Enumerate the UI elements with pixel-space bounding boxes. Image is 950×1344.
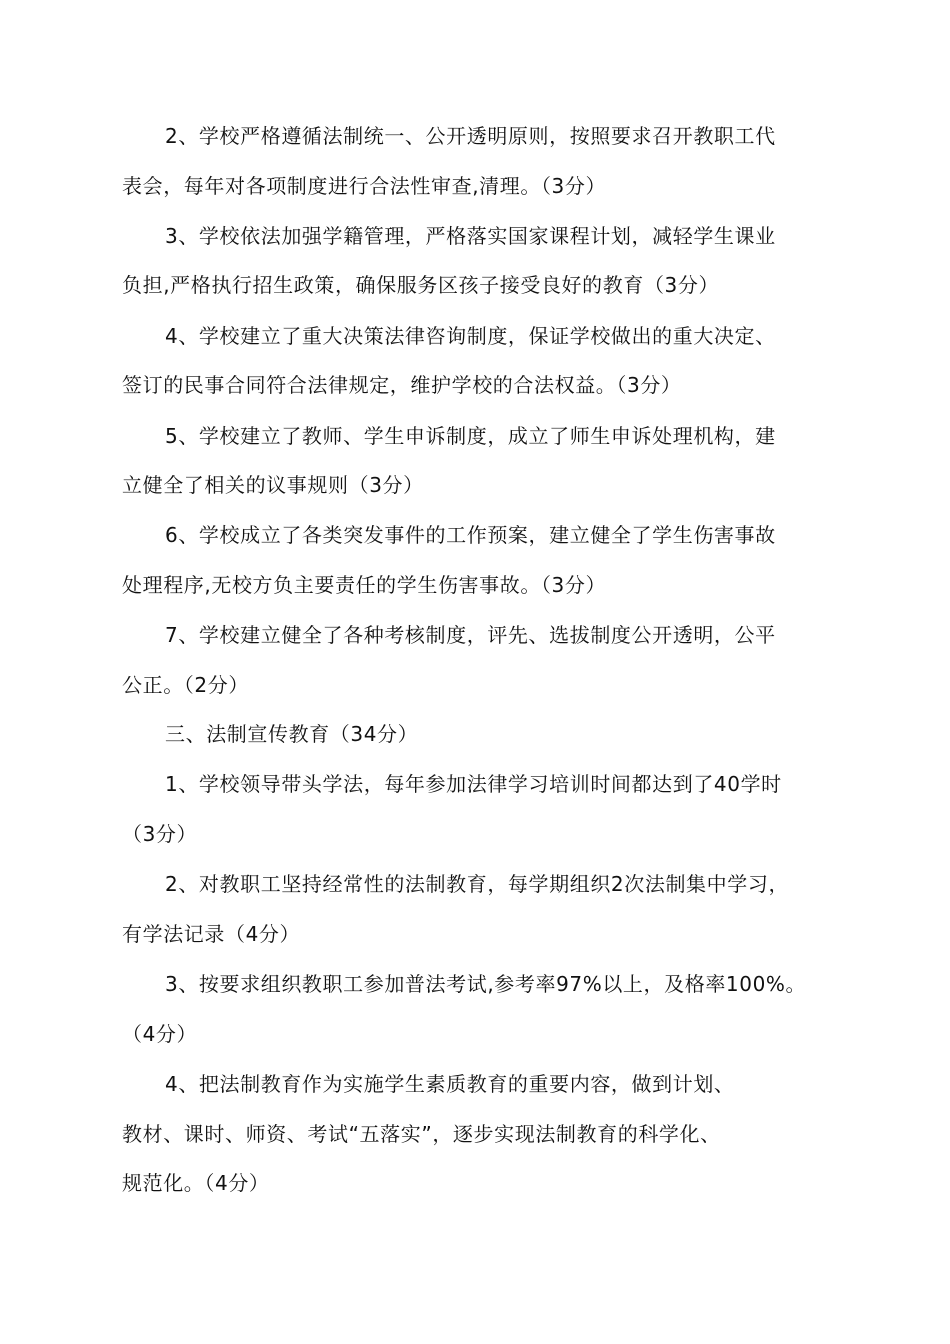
text-line: 7、学校建立健全了各种考核制度，评先、选拔制度公开透明，公平	[165, 623, 776, 647]
text-line: 3、按要求组织教职工参加普法考试,参考率97%以上，及格率100%。	[165, 972, 807, 996]
text-line: 规范化。（4分）	[122, 1171, 270, 1195]
text-line: 立健全了相关的议事规则（3分）	[122, 473, 424, 497]
text-line: 5、学校建立了教师、学生申诉制度，成立了师生申诉处理机构，建	[165, 424, 776, 448]
text-line: 表会，每年对各项制度进行合法性审查,清理。（3分）	[122, 174, 607, 198]
text-line: （4分）	[122, 1022, 198, 1046]
text-line: （3分）	[122, 822, 198, 846]
text-line: 4、学校建立了重大决策法律咨询制度，保证学校做出的重大决定、	[165, 324, 776, 348]
text-line: 2、对教职工坚持经常性的法制教育，每学期组织2次法制集中学习，	[165, 872, 790, 896]
text-line: 签订的民事合同符合法律规定，维护学校的合法权益。（3分）	[122, 373, 682, 397]
text-line: 负担,严格执行招生政策，确保服务区孩子接受良好的教育（3分）	[122, 273, 720, 297]
text-line: 处理程序,无校方负主要责任的学生伤害事故。（3分）	[122, 573, 607, 597]
text-line: 2、学校严格遵循法制统一、公开透明原则，按照要求召开教职工代	[165, 124, 776, 148]
text-line: 6、学校成立了各类突发事件的工作预案，建立健全了学生伤害事故	[165, 523, 776, 547]
text-line: 3、学校依法加强学籍管理，严格落实国家课程计划，减轻学生课业	[165, 224, 776, 248]
text-line: 公正。（2分）	[122, 673, 249, 697]
text-line: 4、把法制教育作为实施学生素质教育的重要内容，做到计划、	[165, 1072, 735, 1096]
text-line: 1、学校领导带头学法，每年参加法律学习培训时间都达到了40学时	[165, 772, 782, 796]
text-line: 有学法记录（4分）	[122, 922, 301, 946]
text-line: 教材、课时、师资、考试“五落实”，逐步实现法制教育的科学化、	[122, 1122, 721, 1146]
section-heading: 三、法制宣传教育（34分）	[165, 722, 419, 746]
